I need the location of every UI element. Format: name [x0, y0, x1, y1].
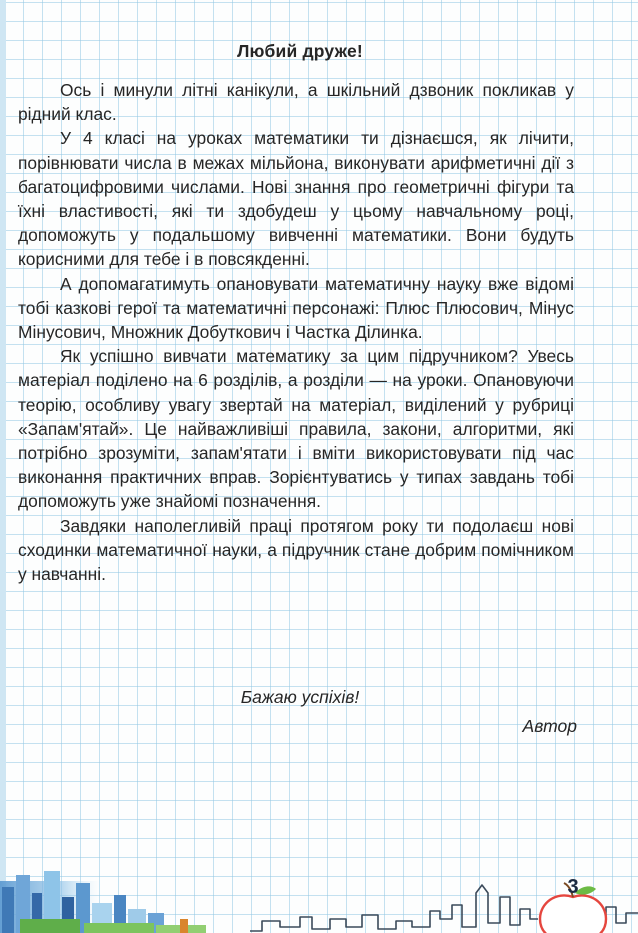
page-title: Любий друже! — [237, 41, 363, 61]
closing-wish: Бажаю успіхів! — [240, 687, 360, 707]
page-number: 3 — [567, 876, 579, 898]
colored-buildings — [0, 871, 250, 933]
paragraph-1: Ось і минули літні канікули, а шкільний дзвоник покликав у рідний клас. — [18, 80, 574, 125]
letter-body — [18, 78, 574, 586]
paragraph-5: Завдяки наполегливій праці протягом року ти подолаєш нові сходинки математичної науки, а підручник стане добрим помічником у навчанні. — [18, 515, 574, 585]
paragraph-2: У 4 класі на уроках математики ти дізнаєшся, як лічити, порівнювати числа в межах мільйона, виконувати арифметичні дії з багатоцифровими числами. Нові знання про геометричні фігури та їхні властивості, які ти здобудеш у цьому навчальному році, допоможуть у подальшому вивченні математики. Вони будуть корисними для тебе і в повсякденні. — [18, 128, 574, 270]
paragraph-3: А допомагатимуть опановувати математичну науку вже відомі тобі казкові герої та математичні персонажі: Плюс Плюсович, Мінус Мінусович, Множник Добуткович і Частка Ділинка. — [18, 273, 574, 343]
city-skyline-illustration — [0, 823, 638, 933]
page-edge-strip — [0, 0, 6, 933]
paragraph-4: Як успішно вивчати математику за цим підручником? Увесь матеріал поділено на 6 розділів, а розділи — на уроки. Опановуючи теорію, особливу увагу звертай на матеріал, виділений у рубриці «Запам'ятай». Це найважливіші правила, закони, алгоритми, які потрібно зрозуміти, запам'ятати і вміти використовувати під час виконання практичних вправ. Зорієнтуватись у типах завдань тобі допоможуть уже знайомі позначення. — [18, 346, 574, 512]
author-signature: Автор — [522, 716, 577, 736]
